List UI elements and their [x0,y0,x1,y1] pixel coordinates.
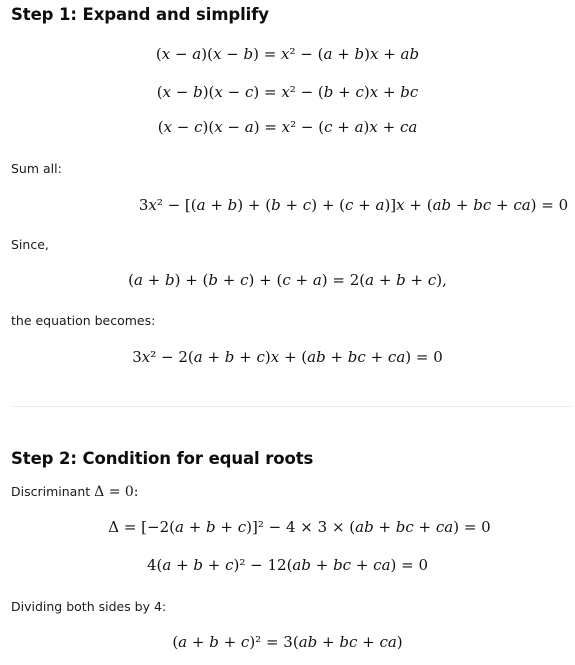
divide-label: Dividing both sides by 4: [11,599,167,614]
expansion-equation-1: (𝑥 − 𝑎)(𝑥 − 𝑏) = 𝑥² − (𝑎 + 𝑏)𝑥 + 𝑎𝑏 [155,45,420,63]
expansion-equation-3: (𝑥 − 𝑐)(𝑥 − 𝑎) = 𝑥² − (𝑐 + 𝑎)𝑥 + 𝑐𝑎 [157,118,418,136]
since-equation: (𝑎 + 𝑏) + (𝑏 + 𝑐) + (𝑐 + 𝑎) = 2(𝑎 + 𝑏 + 𝑐), [128,271,447,289]
discriminant-condition: Δ = 0: [94,484,139,500]
becomes-label: the equation becomes: [11,313,156,328]
expansion-equation-2: (𝑥 − 𝑏)(𝑥 − 𝑐) = 𝑥² − (𝑏 + 𝑐)𝑥 + 𝑏𝑐 [156,83,419,101]
step2-heading: Step 2: Condition for equal roots [11,449,314,468]
step1-heading: Step 1: Expand and simplify [11,5,269,24]
section-divider [11,406,573,407]
discriminant-line [11,484,139,500]
becomes-equation: 3𝑥² − 2(𝑎 + 𝑏 + 𝑐)𝑥 + (𝑎𝑏 + 𝑏𝑐 + 𝑐𝑎) = 0 [132,348,443,366]
sum-equation: 3𝑥² − [(𝑎 + 𝑏) + (𝑏 + 𝑐) + (𝑐 + 𝑎)]𝑥 + (𝑎𝑏 + 𝑏𝑐 + 𝑐𝑎) = 0 [138,196,569,214]
discriminant-equation: Δ = [−2(𝑎 + 𝑏 + 𝑐)]² − 4 × 3 × (𝑎𝑏 + 𝑏𝑐 + 𝑐𝑎) = 0 [108,518,491,536]
since-label: Since, [11,237,49,252]
final-equation: (𝑎 + 𝑏 + 𝑐)² = 3(𝑎𝑏 + 𝑏𝑐 + 𝑐𝑎) [172,633,403,651]
simplified-equation: 4(𝑎 + 𝑏 + 𝑐)² − 12(𝑎𝑏 + 𝑏𝑐 + 𝑐𝑎) = 0 [146,556,429,574]
discriminant-label: Discriminant [11,484,91,499]
sum-label: Sum all: [11,161,62,176]
